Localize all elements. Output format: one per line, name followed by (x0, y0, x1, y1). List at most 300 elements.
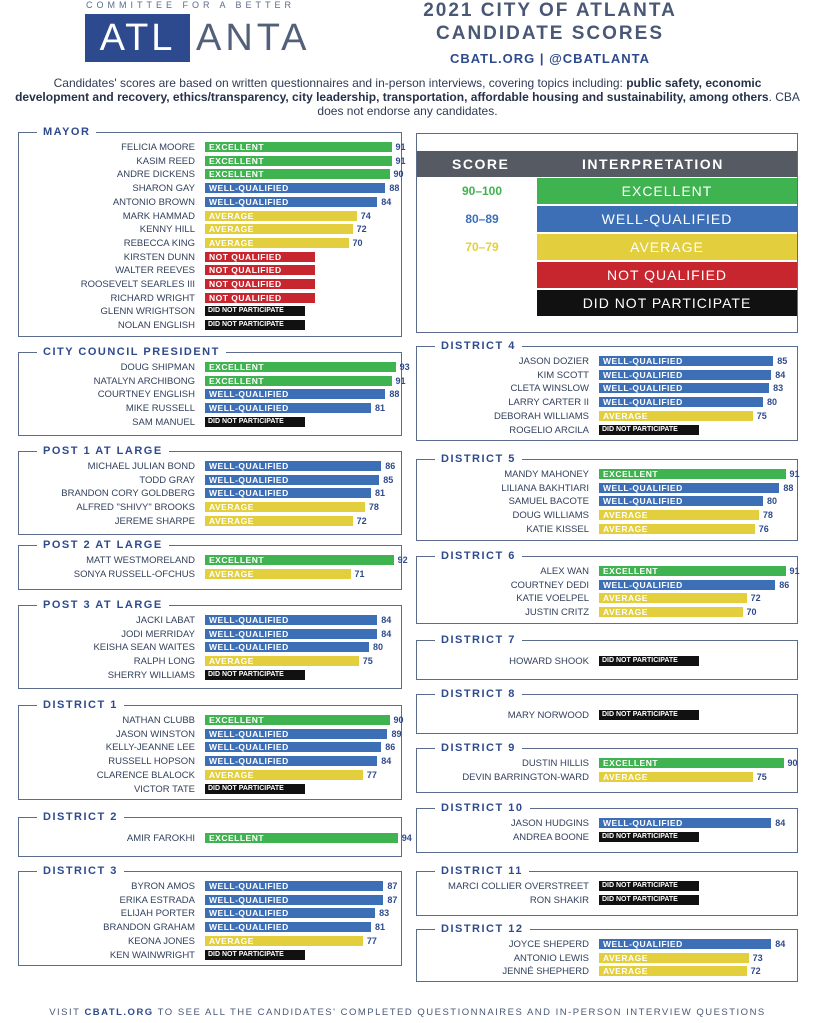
section-district-2 (18, 811, 412, 857)
score-value: 74 (360, 210, 371, 221)
score-value: 88 (389, 183, 400, 194)
score-bar: WELL-QUALIFIED (599, 370, 771, 380)
candidate-name: BRANDON GRAHAM (103, 922, 195, 934)
score-value: 91 (789, 566, 800, 576)
score-bar: NOT QUALIFIED (205, 252, 315, 262)
score-value: 77 (366, 769, 377, 780)
score-bar: WELL-QUALIFIED (599, 483, 779, 493)
candidate-row (417, 817, 797, 830)
candidate-row (417, 655, 797, 668)
candidate-row (19, 655, 401, 668)
section-title: DISTRICT 7 (435, 633, 522, 647)
score-bar: WELL-QUALIFIED (205, 881, 383, 891)
candidate-name: JACKI LABAT (136, 615, 195, 626)
candidate-row (19, 880, 401, 893)
score-value: 81 (375, 403, 386, 414)
legend-range: 90–100 (461, 184, 503, 198)
score-bar: WELL-QUALIFIED (599, 818, 771, 828)
score-value: 80 (767, 496, 778, 507)
candidate-row (417, 831, 797, 844)
candidate-name: JUSTIN CRITZ (525, 607, 589, 619)
score-bar: EXCELLENT (205, 715, 390, 725)
logo-wordmark: ANTA (196, 16, 311, 59)
candidate-row (19, 554, 408, 567)
score-bar: WELL-QUALIFIED (205, 742, 381, 752)
logo-box: ATL (85, 14, 190, 62)
candidate-name: WALTER REEVES (115, 265, 195, 277)
score-bar: WELL-QUALIFIED (205, 922, 371, 932)
score-value: 84 (381, 196, 392, 207)
candidate-name: MIKE RUSSELL (125, 403, 195, 415)
candidate-name: ANTONIO LEWIS (513, 952, 589, 964)
score-value: 75 (756, 771, 767, 782)
candidate-name: RICHARD WRIGHT (110, 292, 195, 304)
candidate-name: CLARENCE BLALOCK (96, 769, 195, 781)
candidate-row (19, 305, 401, 318)
score-bar: EXCELLENT (205, 555, 394, 565)
candidate-name: ROOSEVELT SEARLES III (80, 279, 195, 290)
intro-text (15, 76, 800, 118)
legend-interpretation: NOT QUALIFIED (537, 262, 797, 288)
section-title: POST 1 AT LARGE (37, 444, 169, 458)
section-district-12 (416, 923, 798, 982)
candidate-name: RUSSELL HOPSON (108, 756, 195, 768)
candidate-name: KASIM REED (136, 155, 195, 167)
section-district-9 (416, 742, 798, 793)
score-bar: EXCELLENT (205, 376, 392, 386)
section-post-2-at-large (18, 539, 408, 590)
score-bar: DID NOT PARTICIPATE (205, 670, 305, 680)
score-bar: NOT QUALIFIED (205, 279, 315, 289)
score-value: 80 (373, 642, 384, 653)
section-district-4 (416, 340, 798, 441)
legend-interpretation: AVERAGE (537, 234, 797, 260)
candidate-name: KEONA JONES (127, 935, 195, 947)
candidate-row (19, 935, 401, 948)
candidate-row (417, 382, 797, 395)
candidate-row (417, 894, 797, 907)
candidate-row (417, 410, 797, 423)
footer-note (0, 1007, 815, 1018)
candidate-row (417, 509, 797, 522)
score-bar: AVERAGE (205, 502, 365, 512)
candidate-name: ANDRE DICKENS (116, 169, 195, 181)
score-value: 80 (767, 397, 778, 408)
candidate-row (19, 460, 401, 473)
candidate-name: KATIE KISSEL (526, 523, 589, 535)
logo-tagline: COMMITTEE FOR A BETTER (86, 0, 296, 10)
candidate-name: JASON HUDGINS (510, 818, 589, 829)
score-bar: AVERAGE (599, 593, 747, 603)
section-title: DISTRICT 9 (435, 741, 522, 755)
section-title: DISTRICT 12 (435, 922, 530, 936)
candidate-row (19, 921, 401, 934)
candidate-row (19, 501, 401, 514)
candidate-name: KENNY HILL (139, 224, 195, 236)
score-bar: AVERAGE (599, 510, 759, 520)
score-bar: WELL-QUALIFIED (205, 197, 377, 207)
score-bar: AVERAGE (205, 224, 353, 234)
candidate-row (417, 771, 797, 784)
score-value: 81 (375, 922, 386, 933)
score-value: 85 (383, 474, 394, 485)
legend-interpretation-header: INTERPRETATION (582, 156, 724, 172)
footer-suffix: TO SEE ALL THE CANDIDATES' COMPLETED QUESTIONNAIRES AND IN-PERSON INTERVIEW QUESTIONS (153, 1007, 766, 1018)
section-district-11 (416, 865, 798, 916)
score-bar: WELL-QUALIFIED (205, 183, 385, 193)
score-value: 88 (783, 482, 794, 493)
score-bar: WELL-QUALIFIED (205, 629, 377, 639)
score-bar: AVERAGE (599, 953, 749, 963)
score-value: 94 (401, 833, 412, 843)
candidate-row (19, 832, 412, 845)
candidate-row (19, 728, 401, 741)
score-value: 84 (381, 615, 392, 625)
score-value: 78 (368, 502, 379, 513)
score-bar: DID NOT PARTICIPATE (599, 881, 699, 891)
candidate-row (19, 714, 404, 727)
candidate-row (19, 155, 406, 168)
score-value: 71 (354, 568, 365, 579)
score-bar: WELL-QUALIFIED (599, 580, 775, 590)
score-value: 91 (789, 469, 800, 479)
section-title: DISTRICT 11 (435, 864, 529, 878)
section-title: DISTRICT 1 (37, 698, 124, 712)
header-links[interactable]: CBATL.ORG | @CBATLANTA (449, 51, 651, 66)
section-title: POST 2 AT LARGE (37, 538, 169, 552)
score-bar: EXCELLENT (205, 362, 396, 372)
score-legend (416, 133, 798, 333)
score-bar: EXCELLENT (205, 833, 398, 843)
section-title: MAYOR (37, 125, 96, 139)
score-bar: DID NOT PARTICIPATE (205, 320, 305, 330)
candidate-name: FELICIA MOORE (121, 142, 195, 153)
candidate-name: MICHAEL JULIAN BOND (87, 461, 195, 472)
score-value: 87 (387, 894, 398, 905)
candidate-name: KIM SCOTT (537, 369, 589, 381)
candidate-row (19, 568, 401, 581)
score-bar: WELL-QUALIFIED (599, 356, 773, 366)
candidate-name: ALEX WAN (540, 566, 589, 577)
score-value: 72 (356, 515, 367, 526)
score-value: 78 (762, 510, 773, 521)
score-bar: NOT QUALIFIED (205, 265, 315, 275)
candidate-name: MARK HAMMAD (122, 210, 195, 222)
score-bar: AVERAGE (599, 411, 753, 421)
section-district-1 (18, 699, 404, 800)
candidate-row (19, 402, 401, 415)
score-value: 86 (385, 742, 396, 753)
candidate-name: COURTNEY DEDI (510, 579, 589, 591)
candidate-row (19, 237, 401, 250)
candidate-row (19, 361, 410, 374)
candidate-row (19, 210, 401, 223)
candidate-name: ANTONIO BROWN (112, 196, 195, 208)
score-bar: AVERAGE (205, 936, 363, 946)
candidate-row (19, 223, 401, 236)
score-bar: NOT QUALIFIED (205, 293, 315, 303)
score-value: 91 (395, 142, 406, 152)
candidate-name: TODD GRAY (139, 474, 195, 486)
candidate-name: SHERRY WILLIAMS (107, 669, 195, 681)
score-bar: WELL-QUALIFIED (205, 642, 369, 652)
section-district-10 (416, 802, 798, 853)
page-title-line1: 2021 CITY OF ATLANTA (423, 0, 677, 21)
candidate-row (19, 669, 401, 682)
candidate-row (417, 523, 797, 536)
section-title: CITY COUNCIL PRESIDENT (37, 345, 226, 359)
score-bar: DID NOT PARTICIPATE (599, 832, 699, 842)
candidate-row (417, 396, 797, 409)
candidate-name: NATALYN ARCHIBONG (93, 375, 195, 387)
legend-row (417, 234, 797, 260)
candidate-name: KEN WAINWRIGHT (109, 949, 195, 961)
score-bar: WELL-QUALIFIED (599, 397, 763, 407)
candidate-name: DOUG WILLIAMS (512, 510, 589, 522)
score-bar: WELL-QUALIFIED (205, 908, 375, 918)
candidate-row (19, 474, 401, 487)
section-district-6 (416, 550, 800, 624)
candidate-name: JEREME SHARPE (114, 515, 195, 527)
score-value: 77 (366, 935, 377, 946)
legend-row (417, 206, 797, 232)
candidate-row (19, 628, 401, 641)
legend-range: 70–79 (465, 240, 499, 254)
score-bar: WELL-QUALIFIED (599, 939, 771, 949)
legend-row (417, 290, 797, 316)
score-value: 72 (750, 593, 761, 604)
candidate-name: HOWARD SHOOK (509, 656, 589, 667)
score-bar: EXCELLENT (205, 156, 392, 166)
section-title: DISTRICT 10 (435, 801, 530, 815)
legend-row (417, 262, 797, 288)
candidate-row (19, 907, 401, 920)
candidate-row (19, 388, 401, 401)
candidate-row (417, 369, 797, 382)
score-value: 88 (389, 389, 400, 400)
section-post-1-at-large (18, 445, 402, 535)
candidate-row (417, 565, 800, 578)
section-title: DISTRICT 5 (435, 452, 522, 466)
candidate-row (417, 938, 797, 951)
score-value: 89 (391, 728, 402, 739)
legend-range: 80–89 (465, 212, 499, 226)
candidate-name: JOYCE SHEPERD (508, 939, 589, 950)
candidate-row (19, 894, 401, 907)
score-bar: DID NOT PARTICIPATE (205, 306, 305, 316)
score-value: 75 (362, 656, 373, 667)
intro-topics: public safety, economic development and recovery, ethics/transparency, city leadership, transportation, affordable housing and sustainability, among others (15, 76, 769, 104)
score-bar: AVERAGE (205, 211, 357, 221)
section-title: DISTRICT 6 (435, 549, 522, 563)
candidate-row (19, 141, 406, 154)
candidate-row (19, 278, 401, 291)
score-bar: WELL-QUALIFIED (205, 461, 381, 471)
score-bar: DID NOT PARTICIPATE (205, 417, 305, 427)
score-bar: WELL-QUALIFIED (205, 488, 371, 498)
candidate-row (19, 168, 404, 181)
score-value: 90 (787, 758, 798, 768)
candidate-name: RON SHAKIR (529, 894, 589, 906)
candidate-name: ERIKA ESTRADA (119, 894, 195, 906)
section-title: POST 3 AT LARGE (37, 598, 169, 612)
score-bar: WELL-QUALIFIED (205, 475, 379, 485)
score-value: 84 (775, 369, 786, 380)
score-value: 92 (397, 555, 408, 565)
candidate-row (19, 264, 401, 277)
score-bar: DID NOT PARTICIPATE (205, 784, 305, 794)
section-district-3 (18, 865, 402, 966)
candidate-name: VICTOR TATE (133, 783, 195, 795)
score-bar: WELL-QUALIFIED (205, 389, 385, 399)
candidate-name: ALFRED "SHIVY" BROOKS (76, 502, 195, 514)
score-bar: AVERAGE (599, 607, 743, 617)
score-bar: DID NOT PARTICIPATE (599, 895, 699, 905)
candidate-row (417, 757, 797, 770)
candidate-row (19, 251, 401, 264)
section-district-5 (416, 453, 800, 541)
candidate-row (19, 641, 401, 654)
score-value: 72 (750, 966, 761, 977)
score-value: 72 (356, 224, 367, 235)
candidate-name: MARCI COLLIER OVERSTREET (448, 881, 589, 892)
candidate-name: SONYA RUSSELL-OFCHUS (73, 568, 195, 580)
intro-part2: . CBA does not endorse any candidates. (317, 90, 800, 118)
candidate-name: AMIR FAROKHI (126, 833, 195, 844)
candidate-name: DOUG SHIPMAN (120, 362, 195, 373)
score-value: 70 (746, 607, 757, 618)
candidate-name: SHARON GAY (132, 183, 195, 195)
score-value: 91 (395, 375, 406, 386)
candidate-name: DEBORAH WILLIAMS (493, 410, 589, 422)
candidate-name: CLETA WINSLOW (510, 383, 589, 395)
score-bar: DID NOT PARTICIPATE (599, 710, 699, 720)
candidate-row (19, 182, 401, 195)
score-value: 83 (379, 908, 390, 919)
candidate-row (19, 196, 401, 209)
section-title: DISTRICT 2 (37, 810, 124, 824)
score-value: 86 (779, 579, 790, 590)
candidate-row (19, 515, 401, 528)
footer-link[interactable]: CBATL.ORG (84, 1007, 154, 1018)
score-bar: WELL-QUALIFIED (205, 729, 387, 739)
score-value: 90 (393, 169, 404, 180)
candidate-row (19, 741, 401, 754)
score-value: 91 (395, 155, 406, 166)
candidate-name: KEISHA SEAN WAITES (93, 642, 195, 654)
legend-interpretation: EXCELLENT (537, 178, 797, 204)
score-bar: EXCELLENT (599, 758, 784, 768)
score-bar: EXCELLENT (599, 469, 786, 479)
candidate-name: JASON WINSTON (116, 728, 195, 740)
candidate-row (417, 606, 797, 619)
section-title: DISTRICT 8 (435, 687, 522, 701)
score-value: 87 (387, 881, 398, 891)
score-value: 70 (352, 237, 363, 248)
candidate-row (417, 952, 797, 965)
score-bar: AVERAGE (599, 966, 747, 976)
candidate-row (417, 709, 797, 722)
section-title: DISTRICT 4 (435, 339, 522, 353)
candidate-row (19, 292, 401, 305)
score-bar: AVERAGE (599, 772, 753, 782)
candidate-row (417, 468, 800, 481)
score-bar: WELL-QUALIFIED (205, 756, 377, 766)
section-district-8 (416, 688, 798, 734)
section-post-3-at-large (18, 599, 402, 689)
score-value: 73 (752, 952, 763, 963)
candidate-name: JENNÉ SHEPHERD (502, 966, 589, 978)
candidate-name: KATIE VOELPEL (516, 593, 589, 605)
candidate-name: SAM MANUEL (132, 416, 195, 428)
candidate-row (417, 579, 797, 592)
score-bar: EXCELLENT (205, 142, 392, 152)
candidate-row (19, 487, 401, 500)
legend-score-header: SCORE (452, 156, 510, 172)
page-title-line2: CANDIDATE SCORES (436, 23, 664, 44)
candidate-name: BRANDON CORY GOLDBERG (61, 488, 195, 500)
legend-interpretation: WELL-QUALIFIED (537, 206, 797, 232)
candidate-name: MARY NORWOOD (507, 710, 589, 721)
score-value: 90 (393, 715, 404, 725)
score-bar: AVERAGE (205, 569, 351, 579)
candidate-name: GLENN WRIGHTSON (100, 306, 195, 318)
candidate-name: DEVIN BARRINGTON-WARD (462, 771, 589, 783)
score-value: 84 (775, 939, 786, 949)
score-value: 83 (773, 383, 784, 394)
score-bar: DID NOT PARTICIPATE (599, 656, 699, 666)
section-city-council-president (18, 346, 410, 436)
score-value: 84 (381, 628, 392, 639)
candidate-row (417, 965, 797, 978)
legend-interpretation: DID NOT PARTICIPATE (537, 290, 797, 316)
candidate-row (19, 769, 401, 782)
score-value: 86 (385, 461, 396, 471)
candidate-row (19, 783, 401, 796)
candidate-row (417, 355, 797, 368)
score-bar: AVERAGE (205, 770, 363, 780)
candidate-row (19, 416, 401, 429)
candidate-name: DUSTIN HILLIS (521, 758, 589, 769)
candidate-name: MANDY MAHONEY (504, 469, 589, 480)
score-bar: AVERAGE (599, 524, 755, 534)
candidate-row (417, 424, 797, 437)
candidate-name: LILIANA BAKHTIARI (501, 482, 589, 494)
score-bar: EXCELLENT (599, 566, 786, 576)
score-bar: WELL-QUALIFIED (205, 895, 383, 905)
legend-header (417, 151, 797, 177)
candidate-name: ELIJAH PORTER (120, 908, 195, 920)
candidate-row (19, 949, 401, 962)
candidate-row (417, 592, 797, 605)
candidate-name: COURTNEY ENGLISH (97, 389, 195, 401)
score-value: 84 (381, 756, 392, 767)
score-bar: DID NOT PARTICIPATE (599, 425, 699, 435)
section-mayor (18, 126, 406, 337)
section-district-7 (416, 634, 798, 680)
candidate-name: ROGELIO ARCILA (509, 424, 589, 436)
score-bar: AVERAGE (205, 238, 349, 248)
candidate-name: ANDREA BOONE (512, 831, 589, 843)
candidate-name: LARRY CARTER II (508, 397, 589, 409)
candidate-row (19, 755, 401, 768)
score-value: 75 (756, 410, 767, 421)
score-bar: EXCELLENT (205, 169, 390, 179)
candidate-name: MATT WESTMORELAND (86, 555, 195, 566)
candidate-name: NATHAN CLUBB (122, 715, 195, 726)
candidate-row (417, 495, 797, 508)
legend-row (417, 178, 797, 204)
